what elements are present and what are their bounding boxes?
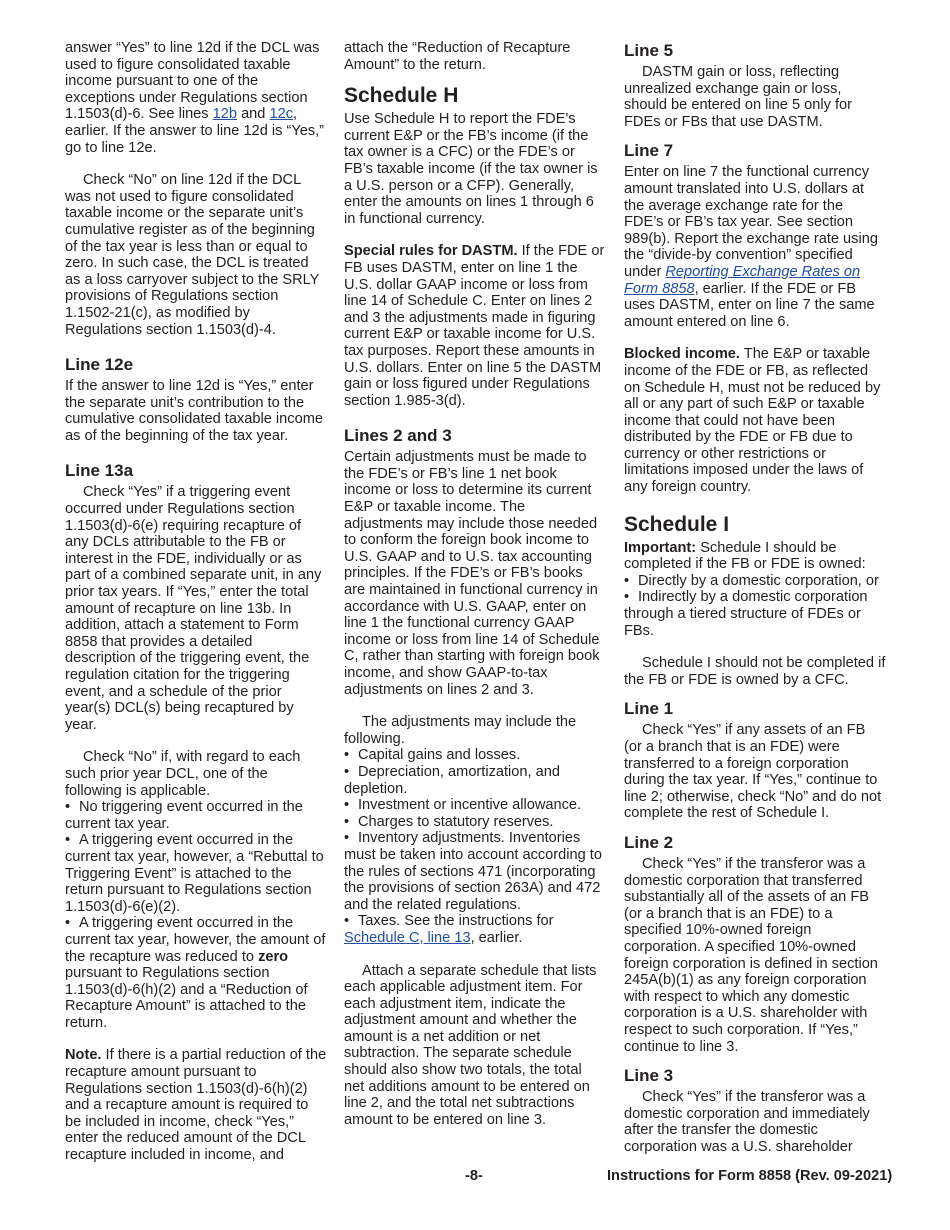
paragraph-line-1: Check “Yes” if any assets of an FB (or a branch that is an FDE) were transferred to a foreign corporation during the tax year. If “Yes,” continue to line 2; otherwise, check “No” and do not complete the rest of Schedule I. bbox=[624, 722, 882, 822]
list-ownership bbox=[624, 573, 886, 639]
heading-schedule-h: Schedule H bbox=[344, 84, 459, 108]
note-label: Note. bbox=[65, 1047, 102, 1064]
paragraph-note: Note. If there is a partial reduction of the recapture amount pursuant to Regulations section 1.1503(d)-6(h)(2) and a recapture amount is required to be included in income, check “Yes,” enter the reduced amount of the DCL recapture included in income, and bbox=[65, 1047, 327, 1164]
list-item: • Capital gains and losses. bbox=[344, 747, 606, 764]
paragraph-line-7: Enter on line 7 the functional currency amount translated into U.S. dollars at the average exchange rate for the FDE’s or FB’s tax year. See section 989(b). Report the exchange rate using the “divide-by convention” specified under Reporting Exchange Rates on Form 8858, earlier. If the FDE or FB uses DASTM, enter on line 7 the same amount entered on line 6. bbox=[624, 164, 878, 330]
list-check-no-conditions bbox=[65, 799, 327, 1031]
list-adjustments bbox=[344, 747, 606, 946]
paragraph-line-13a: Check “Yes” if a triggering event occurred under Regulations section 1.1503(d)-6(e) requiring recapture of any DCLs attributable to the FB or interest in the FDE, individually or as part of a combined separate unit, in any prior tax years. If “Yes,” enter the total amount of recapture on line 13b. In addition, attach a statement to Form 8858 that provides a detailed description of the triggering event, the regulation citation for the triggering event, and a schedule of the prior year(s) DCL(s) being recaptured by year. bbox=[65, 484, 322, 733]
list-item: • Investment or incentive allowance. bbox=[344, 797, 606, 814]
paragraph-not-cfc: Schedule I should not be completed if the FB or FDE is owned by a CFC. bbox=[624, 655, 886, 688]
heading-line-5: Line 5 bbox=[624, 41, 674, 60]
paragraph-line-12e: If the answer to line 12d is “Yes,” enter the separate unit’s contribution to the cumulative consolidated taxable income as of the beginning of the tax year. bbox=[65, 378, 323, 444]
paragraph-attach-schedule: Attach a separate schedule that lists each applicable adjustment item. For each adjustment item, indicate the adjustment amount and whether the amount is a net addition or net subtraction. The separate schedule should also show two totals, the total net additions amount to be entered on line 2, and the total net subtractions amount to be entered on line 3. bbox=[344, 962, 597, 1128]
list-item: • No triggering event occurred in the current tax year. bbox=[65, 799, 327, 832]
list-item: • Taxes. See the instructions for Schedule C, line 13, earlier. bbox=[344, 913, 606, 946]
paragraph-dastm: Special rules for DASTM. If the FDE or FB uses DASTM, enter on line 1 the U.S. dollar GAAP income or loss from line 14 of Schedule C. Enter on lines 2 and 3 the adjustments made in figuring current E&P or taxable income for U.S. tax purposes. Report these amounts in U.S. dollars. Enter on line 5 the DASTM gain or loss figured under Regulations section 1.985-3(d). bbox=[344, 243, 605, 409]
heading-line-3: Line 3 bbox=[624, 1066, 674, 1086]
heading-lines-2-and-3: Lines 2 and 3 bbox=[344, 426, 452, 446]
paragraph-line-2: Check “Yes” if the transferor was a domestic corporation that transferred substantially all of the assets of an FB (or a branch that is an FDE) to a specified 10%-owned foreign corporation. A specified 10%-owned foreign corporation is defined in section 245A(b)(1) as any foreign corporation with respect to which any domestic corporation is a U.S. shareholder with respect to such corporation. If “Yes,” continue to line 3. bbox=[624, 855, 878, 1055]
list-item: • Directly by a domestic corporation, or bbox=[624, 573, 886, 590]
paragraph-important: Important: Schedule I should be completed if the FB or FDE is owned: bbox=[624, 539, 866, 573]
list-item: • A triggering event occurred in the current tax year, however, the amount of the recapture was reduced to zero pursuant to Regulations section 1.1503(d)-6(h)(2) and a “Reduction of Recapture Amount” is attached to the return. bbox=[65, 915, 327, 1031]
paragraph-line-5: DASTM gain or loss, reflecting unrealized exchange gain or loss, should be entered on line 5 only for FDEs or FBs that use DASTM. bbox=[624, 64, 852, 130]
heading-line-13a: Line 13a bbox=[65, 461, 134, 481]
heading-schedule-i: Schedule I bbox=[624, 512, 730, 536]
footer-title: Instructions for Form 8858 (Rev. 09-2021) bbox=[607, 1168, 893, 1184]
paragraph-line-12d-no: Check “No” on line 12d if the DCL was not used to figure consolidated taxable income or the separate unit’s cumulative register as of the beginning of the tax year is less than or equal to zero. In such case, the DCL is treated as a loss carryover subject to the SRLY provisions of Regulations section 1.1502-21(c), as modified by Regulations section 1.1503(d)-4. bbox=[65, 172, 320, 338]
link-reporting-exchange-rates[interactable]: Reporting Exchange Rates on Form 8858 bbox=[624, 263, 861, 297]
paragraph-lines-2-and-3: Certain adjustments must be made to the FDE’s or FB’s line 1 net book income or loss to determine its current E&P or taxable income. The adjustments may include those needed to conform the foreign book income to U.S. GAAP and to U.S. tax accounting principles. If the FDE’s or FB’s books are maintained in functional currency in accordance with U.S. GAAP, enter on line 1 the functional currency GAAP income or loss from line 14 of Schedule C, rather than starting with foreign book income, and show GAAP-to-tax adjustments on lines 2 and 3. bbox=[344, 449, 600, 698]
heading-line-2: Line 2 bbox=[624, 832, 674, 852]
paragraph-check-no: Check “No” if, with regard to each such prior year DCL, one of the following is applicable. bbox=[65, 749, 301, 799]
paragraph-line-3: Check “Yes” if the transferor was a domestic corporation and immediately after the transfer the domestic corporation was a U.S. shareholder bbox=[624, 1089, 870, 1155]
list-item: • A triggering event occurred in the current tax year, however, a “Rebuttal to Triggering Event” is attached to the return pursuant to Regulations section 1.1503(d)-6(e)(2). bbox=[65, 832, 327, 915]
list-item: • Indirectly by a domestic corporation through a tiered structure of FDEs or FBs. bbox=[624, 589, 886, 639]
paragraph-adjustments: The adjustments may include the following. bbox=[344, 714, 577, 747]
paragraph-line-12d-yes: answer “Yes” to line 12d if the DCL was used to figure consolidated taxable income pursuant to one of the exceptions under Regulations section 1.1503(d)-6. See lines 12b and 12c, earlier. If the answer to line 12d is “Yes,” go to line 12e. bbox=[65, 40, 325, 156]
column-2 bbox=[344, 40, 606, 1144]
column-3 bbox=[624, 40, 886, 1171]
link-schedule-c-line-13[interactable]: Schedule C, line 13 bbox=[344, 929, 471, 946]
list-item: • Inventory adjustments. Inventories must be taken into account according to the rules of sections 471 (incorporating the provisions of section 263A) and 472 and the related regulations. bbox=[344, 830, 606, 913]
heading-line-12e: Line 12e bbox=[65, 355, 134, 375]
page-number: -8- bbox=[465, 1168, 483, 1184]
paragraph-continued: attach the “Reduction of Recapture Amount” to the return. bbox=[344, 40, 571, 73]
column-1 bbox=[65, 40, 327, 1180]
heading-line-7: Line 7 bbox=[624, 141, 674, 161]
link-line-12b[interactable]: 12b bbox=[212, 106, 238, 123]
list-item: • Charges to statutory reserves. bbox=[344, 814, 606, 831]
heading-line-1: Line 1 bbox=[624, 699, 674, 719]
list-item: • Depreciation, amortization, and depletion. bbox=[344, 764, 606, 797]
link-line-12c[interactable]: 12c bbox=[269, 106, 294, 123]
paragraph-schedule-h: Use Schedule H to report the FDE's current E&P or the FB’s income (if the tax owner is a CFC) or the FDE’s or FB’s taxable income (if the tax owner is a U.S. person or a CFP). Generally, enter the amounts on lines 1 through 6 in functional currency. bbox=[344, 111, 598, 227]
paragraph-blocked-income: Blocked income. The E&P or taxable income of the FDE or FB, as reflected on Schedule H, must not be reduced by all or any part of such E&P or taxable income that could not have been distributed by the FDE or FB due to currency or other restrictions or limitations imposed under the laws of any foreign country. bbox=[624, 346, 881, 496]
